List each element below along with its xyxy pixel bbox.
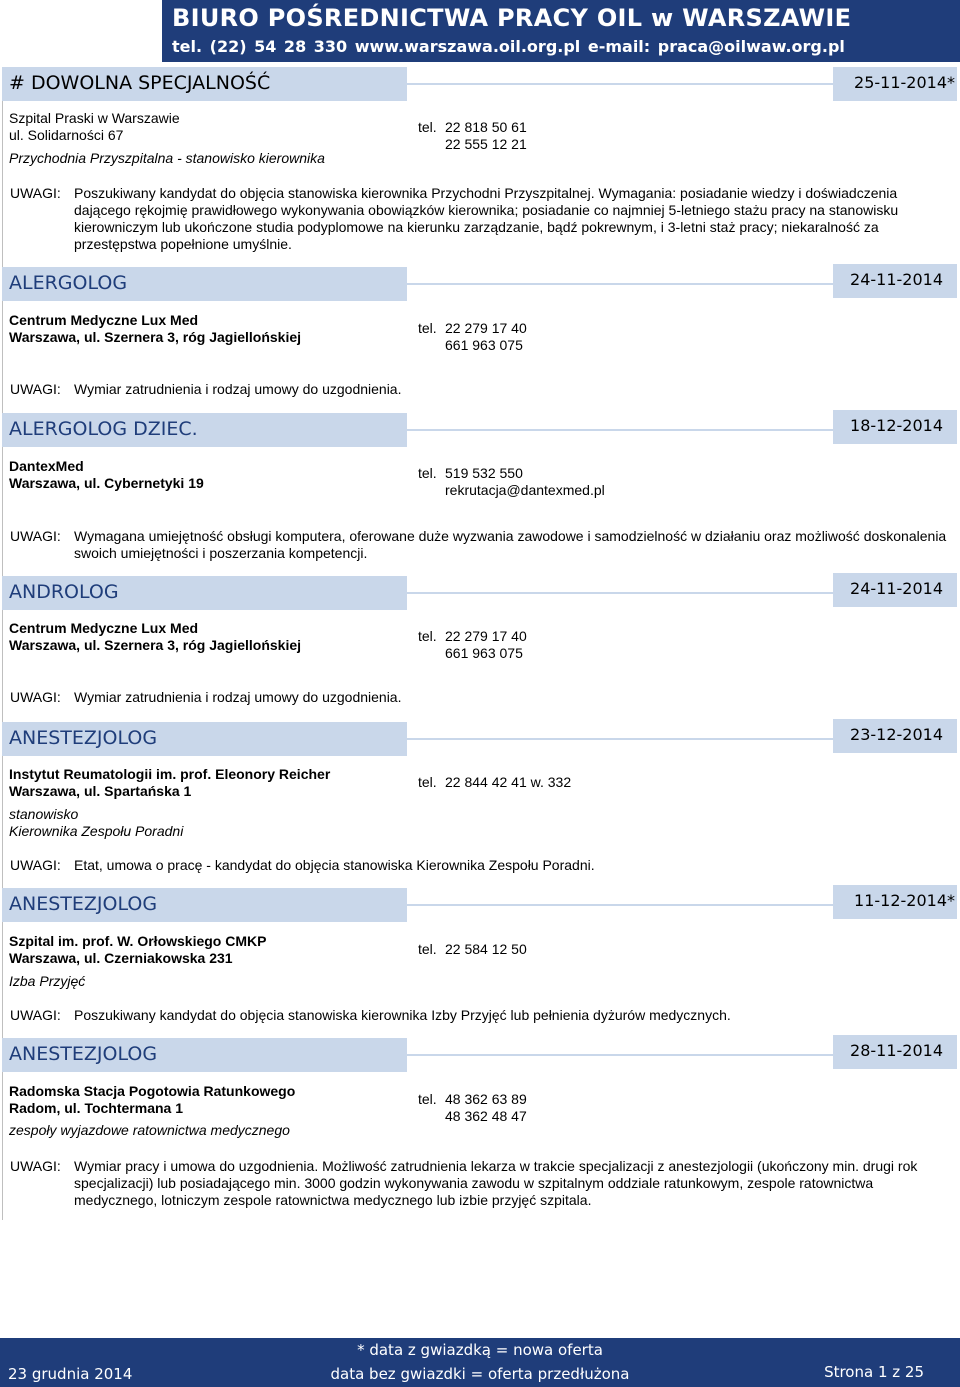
phone-1: 519 532 550: [445, 465, 523, 481]
specialty-header: [2, 413, 407, 447]
tel-prefix: tel.: [418, 941, 437, 957]
position: zespoły wyjazdowe ratownictwa medycznego: [9, 1122, 290, 1138]
employer-address: Warszawa, ul. Szernera 3, róg Jagiellońskiej: [9, 329, 302, 345]
office-contact: tel. (22) 54 28 330 www.warszawa.oil.org.pl e-mail: praca@oilwaw.org.pl: [172, 37, 845, 56]
page-number: Strona 1 z 25: [824, 1363, 924, 1381]
phone-1: 48 362 63 89: [445, 1091, 527, 1107]
notes-text: Wymagana umiejętność obsługi komputera, oferowane duże wyzwania zawodowe i samodzielność w działaniu oraz możliwość doskonalenia swoich umiejętności i poszerzania kompetencji.: [74, 528, 947, 561]
notes-text: Wymiar zatrudnienia i rodzaj umowy do uzgodnienia.: [74, 689, 402, 705]
specialty-name: ALERGOLOG DZIEC.: [9, 418, 198, 440]
notes-label: UWAGI:: [10, 1007, 61, 1023]
specialty-name: ALERGOLOG: [9, 272, 128, 294]
employer-name: Centrum Medyczne Lux Med: [9, 620, 199, 636]
position: Przychodnia Przyszpitalna - stanowisko kierownika: [9, 150, 325, 166]
employer-address: ul. Solidarności 67: [9, 127, 124, 143]
specialty-header: [2, 267, 407, 301]
specialty-header: [2, 888, 407, 922]
phone-1: 22 818 50 61: [445, 119, 527, 135]
notes-label: UWAGI:: [10, 1158, 61, 1174]
phone-1: 22 844 42 41 w. 332: [445, 774, 572, 790]
employer-address: Warszawa, ul. Cybernetyki 19: [9, 475, 204, 491]
specialty-name: # DOWOLNA SPECJALNOŚĆ: [9, 72, 271, 94]
header-rule: [407, 592, 833, 594]
employer-name: Instytut Reumatologii im. prof. Eleonory Reicher: [9, 766, 331, 782]
notes-label: UWAGI:: [10, 689, 61, 705]
specialty-header: [2, 1038, 407, 1072]
offer-date-box: [833, 885, 957, 919]
header-banner: [162, 0, 960, 62]
contact-email[interactable]: rekrutacja@dantexmed.pl: [445, 482, 605, 498]
offer-date-box: [833, 264, 957, 298]
employer-name: Szpital im. prof. W. Orłowskiego CMKP: [9, 933, 267, 949]
tel-prefix: tel.: [418, 1091, 437, 1107]
notes-text: Poszukiwany kandydat do objęcia stanowiska kierownika Przychodni Przyszpitalnej. Wymagania: posiadanie wiedzy i doświadczenia dającego rękojmię prawidłowego wykonywania obowiązków kierownika; posiadanie co najmniej 5-letniego stażu pracy na stanowisku kierowniczym lub ukończone studia podyplomowe na kierunku zarządzanie, bądź pokrewnym, i 3-letni staż pracy; niekaralność za przestępstwa popełnione umyślnie.: [74, 185, 899, 252]
phone-2: 22 555 12 21: [445, 136, 527, 152]
position-line-2: Kierownika Zespołu Poradni: [9, 823, 184, 839]
tel-prefix: tel.: [418, 774, 437, 790]
tel-prefix: tel.: [418, 320, 437, 336]
employer-address: Radom, ul. Tochtermana 1: [9, 1100, 183, 1116]
offer-date: 28-11-2014: [850, 1041, 943, 1060]
header-rule: [407, 738, 833, 740]
offer-date: 24-11-2014: [850, 579, 943, 598]
page-footer: [0, 1338, 960, 1387]
header-rule: [407, 429, 833, 431]
specialty-name: ANESTEZJOLOG: [9, 1043, 158, 1065]
notes-label: UWAGI:: [10, 185, 61, 201]
employer-address: Warszawa, ul. Szernera 3, róg Jagiellońskiej: [9, 637, 302, 653]
notes-text: Poszukiwany kandydat do objęcia stanowiska kierownika Izby Przyjęć lub pełnienia dyżurów medycznych.: [74, 1007, 731, 1023]
phone-2: 48 362 48 47: [445, 1108, 527, 1124]
specialty-header: [2, 576, 407, 610]
position: Izba Przyjęć: [9, 973, 86, 989]
specialty-name: ANESTEZJOLOG: [9, 727, 158, 749]
tel-prefix: tel.: [418, 628, 437, 644]
header-rule: [407, 83, 833, 85]
phone-2: 661 963 075: [445, 337, 523, 353]
offer-date: 18-12-2014: [850, 416, 943, 435]
notes-label: UWAGI:: [10, 528, 61, 544]
specialty-name: ANDROLOG: [9, 581, 119, 603]
offer-date-box: [833, 719, 957, 753]
notes-label: UWAGI:: [10, 381, 61, 397]
phone-1: 22 584 12 50: [445, 941, 527, 957]
offer-date: 24-11-2014: [850, 270, 943, 289]
notes-text: Wymiar pracy i umowa do uzgodnienia. Możliwość zatrudnienia lekarza w trakcie specjalizacji z anestezjologii (ukończony min. drugi rok specjalizacji) lub posiadającego min. 3000 godzin wykonywania zawodu w szpitalnym oddziale ratunkowym, zespole ratownictwa medycznego, lotniczym zespole ratownictwa medycznego lub izbie przyjęć szpitala.: [74, 1158, 918, 1208]
specialty-header: [2, 67, 407, 101]
offer-date: 11-12-2014*: [854, 891, 955, 910]
office-title: BIURO POŚREDNICTWA PRACY OIL w WARSZAWIE: [172, 4, 852, 32]
specialty-header: [2, 722, 407, 756]
employer-name: Szpital Praski w Warszawie: [9, 110, 180, 126]
tel-prefix: tel.: [418, 119, 437, 135]
header-rule: [407, 904, 833, 906]
phone-1: 22 279 17 40: [445, 628, 527, 644]
phone-1: 22 279 17 40: [445, 320, 527, 336]
offer-date-box: [833, 573, 957, 607]
notes-text: Etat, umowa o pracę - kandydat do objęcia stanowiska Kierownika Zespołu Poradni.: [74, 857, 595, 873]
employer-address: Warszawa, ul. Spartańska 1: [9, 783, 192, 799]
phone-2: 661 963 075: [445, 645, 523, 661]
header-rule: [407, 1054, 833, 1056]
offer-date-box: [833, 410, 957, 444]
footer-date: 23 grudnia 2014: [8, 1365, 133, 1383]
tel-prefix: tel.: [418, 465, 437, 481]
position-line-1: stanowisko: [9, 806, 79, 822]
offer-date: 23-12-2014: [850, 725, 943, 744]
employer-address: Warszawa, ul. Czerniakowska 231: [9, 950, 233, 966]
employer-name: Centrum Medyczne Lux Med: [9, 312, 199, 328]
notes-text: Wymiar zatrudnienia i rodzaj umowy do uzgodnienia.: [74, 381, 402, 397]
employer-name: Radomska Stacja Pogotowia Ratunkowego: [9, 1083, 296, 1099]
specialty-name: ANESTEZJOLOG: [9, 893, 158, 915]
notes-label: UWAGI:: [10, 857, 61, 873]
header-rule: [407, 283, 833, 285]
employer-name: DantexMed: [9, 458, 84, 474]
offer-date-box: [833, 1035, 957, 1069]
offer-date-box: [833, 67, 957, 101]
footer-legend-new: * data z gwiazdką = nowa oferta: [357, 1341, 603, 1359]
offer-date: 25-11-2014*: [854, 73, 955, 92]
footer-legend-extended: data bez gwiazdki = oferta przedłużona: [330, 1365, 630, 1383]
